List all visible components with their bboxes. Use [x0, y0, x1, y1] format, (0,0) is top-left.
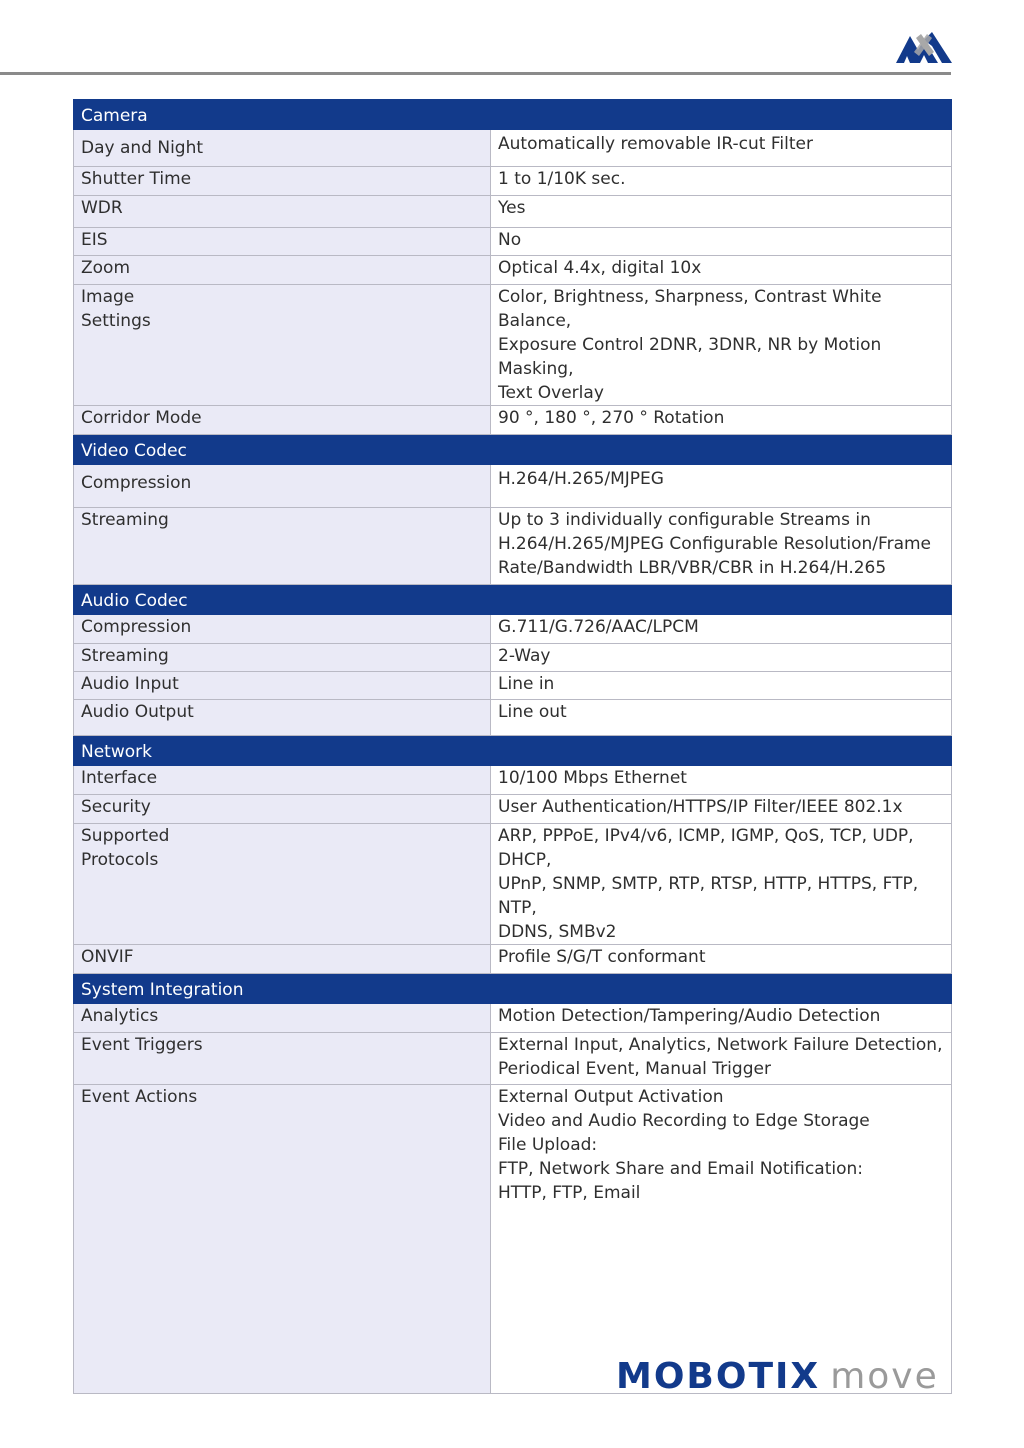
spec-value: Color, Brightness, Sharpness, Contrast White Balance, Exposure Control 2DNR, 3DNR, NR by Motion Masking, Text Overlay	[491, 285, 952, 406]
table-row	[74, 167, 952, 196]
section-header	[74, 100, 952, 130]
spec-label: EIS	[74, 228, 491, 256]
spec-label: Streaming	[74, 644, 491, 672]
spec-label: Event Triggers	[74, 1033, 491, 1085]
spec-value: User Authentication/HTTPS/IP Filter/IEEE 802.1x	[491, 795, 952, 824]
table-row	[74, 824, 952, 945]
table-row	[74, 196, 952, 228]
table-row	[74, 228, 952, 256]
table-row	[74, 1033, 952, 1085]
section-title: Network	[74, 736, 952, 766]
table-row	[74, 1085, 952, 1394]
spec-label: Compression	[74, 615, 491, 644]
spec-label: Audio Output	[74, 700, 491, 736]
spec-value: ARP, PPPoE, IPv4/v6, ICMP, IGMP, QoS, TCP, UDP, DHCP, UPnP, SNMP, SMTP, RTP, RTSP, HTTP, HTTPS, FTP, NTP, DDNS, SMBv2	[491, 824, 952, 945]
spec-value: Line out	[491, 700, 952, 736]
spec-value: No	[491, 228, 952, 256]
spec-label: Streaming	[74, 508, 491, 585]
spec-label: Zoom	[74, 256, 491, 285]
table-row	[74, 130, 952, 167]
spec-value: Profile S/G/T conformant	[491, 945, 952, 974]
spec-label: Compression	[74, 465, 491, 508]
table-row	[74, 256, 952, 285]
table-row	[74, 795, 952, 824]
spec-value: 10/100 Mbps Ethernet	[491, 766, 952, 795]
table-row	[74, 672, 952, 700]
section-title: System Integration	[74, 974, 952, 1004]
spec-value: 2-Way	[491, 644, 952, 672]
table-row	[74, 700, 952, 736]
section-title: Camera	[74, 100, 952, 130]
brand-secondary: move	[830, 1356, 939, 1397]
spec-value: External Input, Analytics, Network Failure Detection, Periodical Event, Manual Trigger	[491, 1033, 952, 1085]
table-row	[74, 1004, 952, 1033]
header-divider	[0, 72, 951, 75]
mobotix-m-logo-icon	[894, 28, 954, 66]
spec-value: Automatically removable IR-cut Filter	[491, 130, 952, 167]
spec-label: Corridor Mode	[74, 406, 491, 435]
section-header	[74, 585, 952, 615]
section-title: Video Codec	[74, 435, 952, 465]
table-row	[74, 644, 952, 672]
section-header	[74, 736, 952, 766]
spec-label: Event Actions	[74, 1085, 491, 1394]
spec-label: Shutter Time	[74, 167, 491, 196]
spec-label: Supported Protocols	[74, 824, 491, 945]
spec-value: H.264/H.265/MJPEG	[491, 465, 952, 508]
spec-value: Yes	[491, 196, 952, 228]
spec-value: G.711/G.726/AAC/LPCM	[491, 615, 952, 644]
section-title: Audio Codec	[74, 585, 952, 615]
specifications-table	[73, 99, 952, 1394]
spec-label: Security	[74, 795, 491, 824]
section-header	[74, 435, 952, 465]
table-row	[74, 945, 952, 974]
table-row	[74, 508, 952, 585]
table-row	[74, 615, 952, 644]
table-row	[74, 766, 952, 795]
brand-primary: MOBOTIX	[616, 1356, 821, 1397]
section-header	[74, 974, 952, 1004]
spec-label: Image Settings	[74, 285, 491, 406]
spec-value: External Output Activation Video and Audio Recording to Edge Storage File Upload: FTP, Network Share and Email Notification: HTTP, FTP, Email	[491, 1085, 952, 1394]
spec-value: 1 to 1/10K sec.	[491, 167, 952, 196]
spec-value: Line in	[491, 672, 952, 700]
table-row	[74, 406, 952, 435]
spec-label: ONVIF	[74, 945, 491, 974]
table-row	[74, 285, 952, 406]
spec-label: Audio Input	[74, 672, 491, 700]
table-row	[74, 465, 952, 508]
spec-label: WDR	[74, 196, 491, 228]
spec-value: Motion Detection/Tampering/Audio Detection	[491, 1004, 952, 1033]
spec-label: Analytics	[74, 1004, 491, 1033]
spec-label: Interface	[74, 766, 491, 795]
spec-value: Up to 3 individually configurable Streams in H.264/H.265/MJPEG Configurable Resolution/Frame Rate/Bandwidth LBR/VBR/CBR in H.264/H.265	[491, 508, 952, 585]
spec-value: Optical 4.4x, digital 10x	[491, 256, 952, 285]
mobotix-move-brand-logo	[616, 1357, 956, 1397]
spec-label: Day and Night	[74, 130, 491, 167]
spec-value: 90 °, 180 °, 270 ° Rotation	[491, 406, 952, 435]
